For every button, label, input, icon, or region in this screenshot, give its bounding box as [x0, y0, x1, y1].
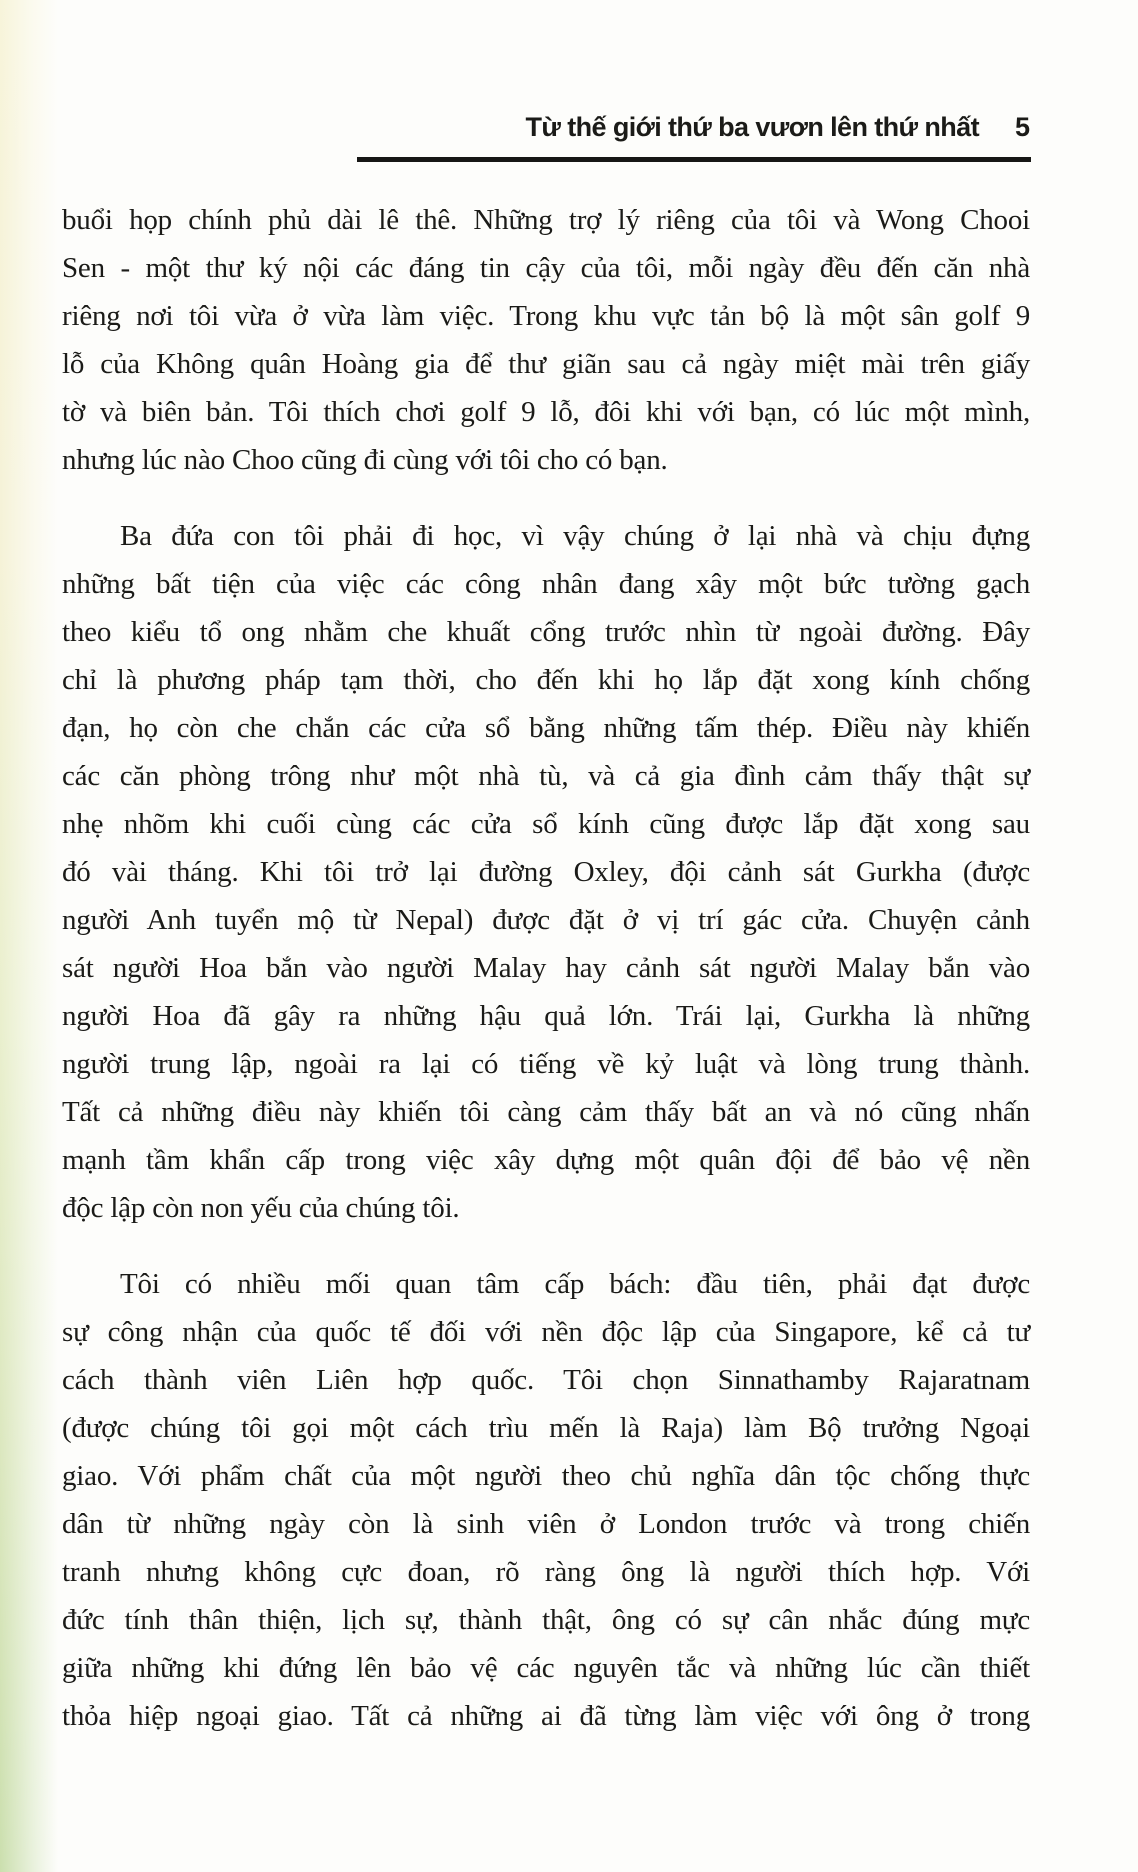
- paragraph: [62, 196, 1030, 484]
- text-line: sự công nhận của quốc tế đối với nền độc lập của Singapore, kể cả tư: [62, 1316, 1030, 1348]
- text-line: Tôi có nhiều mối quan tâm cấp bách: đầu tiên, phải đạt được: [120, 1268, 1030, 1300]
- text-line: nhẹ nhõm khi cuối cùng các cửa sổ kính cũng được lắp đặt xong sau: [62, 808, 1030, 840]
- text-line: người Hoa đã gây ra những hậu quả lớn. Trái lại, Gurkha là những: [62, 1000, 1030, 1032]
- text-line: cách thành viên Liên hợp quốc. Tôi chọn Sinnathamby Rajaratnam: [62, 1364, 1030, 1396]
- text-line: thỏa hiệp ngoại giao. Tất cả những ai đã từng làm việc với ông ở trong: [62, 1700, 1030, 1732]
- text-line: độc lập còn non yếu của chúng tôi.: [62, 1192, 460, 1224]
- text-line: tranh nhưng không cực đoan, rõ ràng ông là người thích hợp. Với: [62, 1556, 1030, 1588]
- text-line: người Anh tuyển mộ từ Nepal) được đặt ở vị trí gác cửa. Chuyện cảnh: [62, 904, 1030, 936]
- page-edge-shading: [0, 0, 58, 1872]
- header-rule: [357, 157, 1031, 162]
- text-line: tờ và biên bản. Tôi thích chơi golf 9 lỗ, đôi khi với bạn, có lúc một mình,: [62, 396, 1030, 428]
- text-line: theo kiểu tổ ong nhằm che khuất cổng trước nhìn từ ngoài đường. Đây: [62, 616, 1030, 648]
- paragraph: [62, 1260, 1030, 1740]
- text-line: sát người Hoa bắn vào người Malay hay cảnh sát người Malay bắn vào: [62, 952, 1030, 984]
- text-line: các căn phòng trông như một nhà tù, và cả gia đình cảm thấy thật sự: [62, 760, 1030, 792]
- text-line: dân từ những ngày còn là sinh viên ở London trước và trong chiến: [62, 1508, 1030, 1540]
- running-header-title: Từ thế giới thứ ba vươn lên thứ nhất: [525, 112, 979, 142]
- page-body-text: [62, 196, 1030, 1740]
- text-line: Tất cả những điều này khiến tôi càng cảm thấy bất an và nó cũng nhấn: [62, 1096, 1030, 1128]
- text-line: đức tính thân thiện, lịch sự, thành thật, ông có sự cân nhắc đúng mực: [62, 1604, 1030, 1636]
- text-line: buổi họp chính phủ dài lê thê. Những trợ lý riêng của tôi và Wong Chooi: [62, 204, 1030, 236]
- text-line: mạnh tầm khẩn cấp trong việc xây dựng một quân đội để bảo vệ nền: [62, 1144, 1030, 1176]
- running-header: [525, 112, 1030, 143]
- text-line: đạn, họ còn che chắn các cửa sổ bằng những tấm thép. Điều này khiến: [62, 712, 1030, 744]
- text-line: (được chúng tôi gọi một cách trìu mến là Raja) làm Bộ trưởng Ngoại: [62, 1412, 1030, 1444]
- text-line: Ba đứa con tôi phải đi học, vì vậy chúng ở lại nhà và chịu đựng: [120, 520, 1030, 552]
- text-line: những bất tiện của việc các công nhân đang xây một bức tường gạch: [62, 568, 1030, 600]
- text-line: Sen - một thư ký nội các đáng tin cậy của tôi, mỗi ngày đều đến căn nhà: [62, 252, 1030, 284]
- text-line: giữa những khi đứng lên bảo vệ các nguyên tắc và những lúc cần thiết: [62, 1652, 1030, 1684]
- text-line: riêng nơi tôi vừa ở vừa làm việc. Trong khu vực tản bộ là một sân golf 9: [62, 300, 1030, 332]
- text-line: người trung lập, ngoài ra lại có tiếng về kỷ luật và lòng trung thành.: [62, 1048, 1030, 1080]
- paragraph: [62, 512, 1030, 1232]
- text-line: giao. Với phẩm chất của một người theo chủ nghĩa dân tộc chống thực: [62, 1460, 1030, 1492]
- text-line: nhưng lúc nào Choo cũng đi cùng với tôi cho có bạn.: [62, 444, 668, 476]
- text-line: chỉ là phương pháp tạm thời, cho đến khi họ lắp đặt xong kính chống: [62, 664, 1030, 696]
- page-number: 5: [1014, 112, 1030, 142]
- text-line: đó vài tháng. Khi tôi trở lại đường Oxley, đội cảnh sát Gurkha (được: [62, 856, 1030, 888]
- text-line: lỗ của Không quân Hoàng gia để thư giãn sau cả ngày miệt mài trên giấy: [62, 348, 1030, 380]
